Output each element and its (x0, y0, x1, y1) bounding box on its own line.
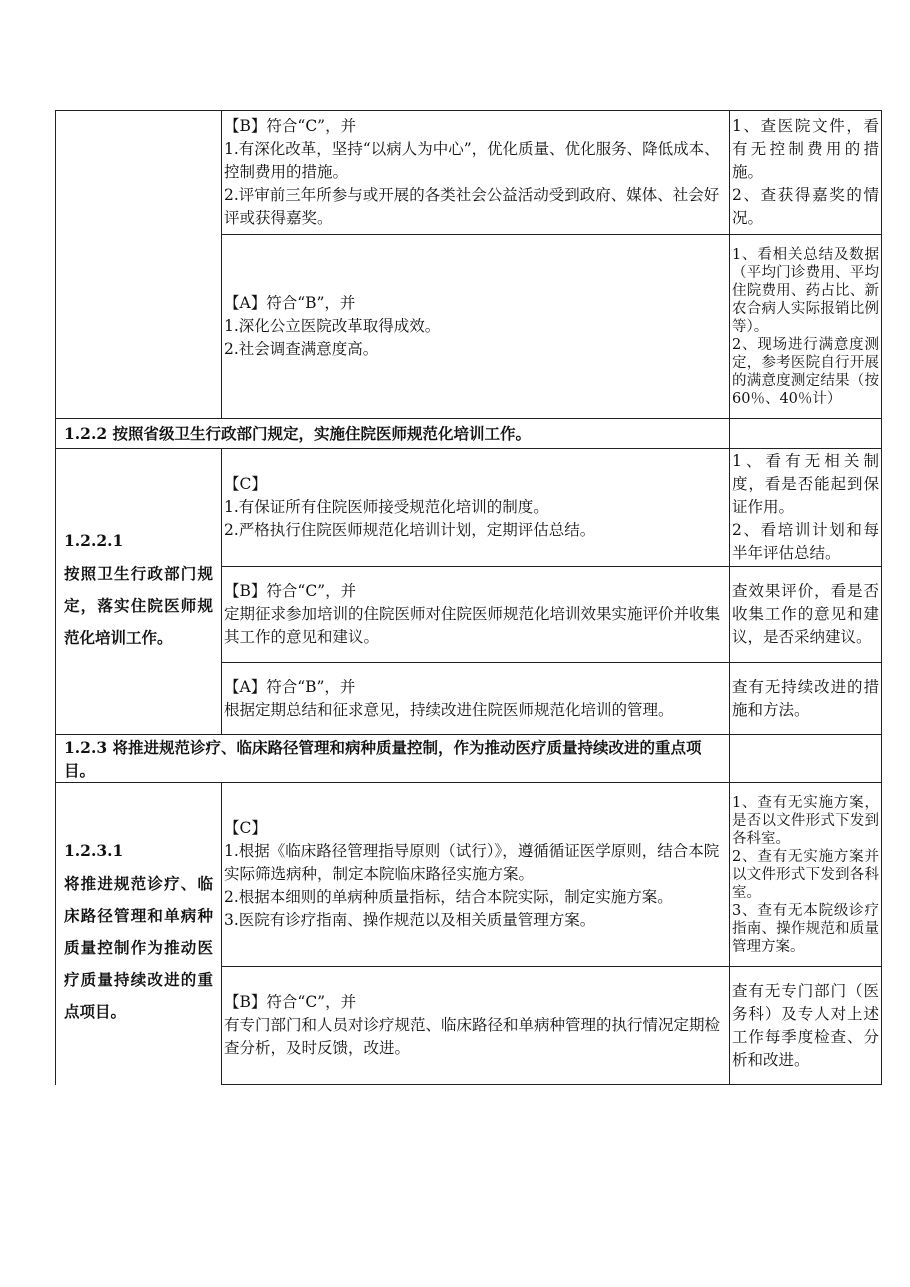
level-heading: 【C】 (224, 475, 267, 493)
table-row (56, 449, 882, 567)
level-heading: 【B】符合“C”，并 (224, 117, 357, 135)
check-item: 1、看有无相关制度，看是否能起到保证作用。 (732, 452, 879, 516)
check-method-cell (730, 567, 882, 663)
item-code: 1.2.2.1 (64, 531, 124, 550)
standard-item: 2.严格执行住院医师规范化培训计划，定期评估总结。 (224, 521, 596, 539)
standard-cell (222, 235, 730, 419)
section-heading: 1.2.3 将推进规范诊疗、临床路径管理和病种质量控制，作为推动医疗质量持续改进的重点项目。 (56, 735, 730, 783)
standard-item: 根据定期总结和征求意见，持续改进住院医师规范化培训的管理。 (224, 700, 674, 719)
level-heading: 【A】符合“B”，并 (224, 294, 356, 312)
standard-item: 定期征求参加培训的住院医师对住院医师规范化培训效果实施评价并收集其工作的意见和建议。 (224, 605, 721, 646)
check-item: 1、查有无实施方案，是否以文件形式下发到各科室。 (732, 794, 879, 847)
standard-cell (222, 967, 730, 1085)
standard-item: 1.有深化改革，坚持“以病人为中心”，优化质量、优化服务、降低成本、控制费用的措施。 (224, 140, 720, 181)
standard-cell (222, 783, 730, 967)
check-method-cell (730, 235, 882, 419)
section-row (56, 735, 882, 783)
empty-cell (730, 419, 882, 449)
level-heading: 【C】 (224, 819, 267, 837)
check-method-cell (730, 967, 882, 1085)
standard-cell (222, 111, 730, 235)
standard-item: 1.根据《临床路径管理指导原则（试行）》，遵循循证医学原则，结合本院实际筛选病种，制定本院临床路径实施方案。 (224, 842, 720, 883)
level-heading: 【A】符合“B”，并 (224, 677, 356, 696)
check-item: 3、查有无本院级诊疗指南、操作规范和质量管理方案。 (732, 902, 879, 955)
check-item: 查有无持续改进的措施和方法。 (732, 677, 879, 719)
check-item: 2、查获得嘉奖的情况。 (732, 186, 879, 227)
standard-item: 1.有保证所有住院医师接受规范化培训的制度。 (224, 498, 549, 516)
level-heading: 【B】符合“C”，并 (224, 993, 357, 1011)
check-method-cell (730, 449, 882, 567)
check-item: 查效果评价，看是否收集工作的意见和建议，是否采纳建议。 (732, 582, 879, 646)
item-cell (56, 449, 222, 735)
standard-item: 3.医院有诊疗指南、操作规范以及相关质量管理方案。 (224, 911, 596, 929)
standard-item: 1.深化公立医院改革取得成效。 (224, 317, 441, 335)
standard-item: 2.评审前三年所参与或开展的各类社会公益活动受到政府、媒体、社会好评或获得嘉奖。 (224, 186, 720, 227)
section-heading: 1.2.2 按照省级卫生行政部门规定，实施住院医师规范化培训工作。 (56, 419, 730, 449)
item-title: 按照卫生行政部门规定，落实住院医师规范化培训工作。 (64, 564, 213, 647)
check-method-cell (730, 663, 882, 735)
check-method-cell (730, 111, 882, 235)
table-row (56, 111, 882, 235)
standard-cell (222, 449, 730, 567)
check-item: 2、现场进行满意度测定，参考医院自行开展的满意度测定结果（按60％、40％计） (732, 336, 879, 407)
item-code: 1.2.3.1 (64, 841, 124, 861)
standard-item: 2.社会调查满意度高。 (224, 340, 379, 358)
check-item: 查有无专门部门（医务科）及专人对上述工作每季度检查、分析和改进。 (732, 981, 879, 1069)
item-title: 将推进规范诊疗、临床路径管理和单病种质量控制作为推动医疗质量持续改进的重点项目。 (64, 874, 213, 1022)
standard-item: 有专门部门和人员对诊疗规范、临床路径和单病种管理的执行情况定期检查分析，及时反馈，改进。 (224, 1016, 721, 1057)
empty-item-cell (56, 111, 222, 419)
table-row (56, 783, 882, 967)
standards-table (55, 110, 882, 1085)
check-item: 1、查医院文件，看有无控制费用的措施。 (732, 117, 879, 181)
standard-item: 2.根据本细则的单病种质量指标，结合本院实际，制定实施方案。 (224, 888, 673, 906)
check-item: 2、看培训计划和每半年评估总结。 (732, 521, 879, 562)
check-item: 2、查有无实施方案并以文件形式下发到各科室。 (732, 848, 879, 901)
check-item: 1、看相关总结及数据（平均门诊费用、平均住院费用、药占比、新农合病人实际报销比例等）。 (732, 246, 879, 335)
check-method-cell (730, 783, 882, 967)
section-row (56, 419, 882, 449)
item-cell (56, 783, 222, 1085)
empty-cell (730, 735, 882, 783)
standard-cell (222, 663, 730, 735)
standard-cell (222, 567, 730, 663)
level-heading: 【B】符合“C”，并 (224, 582, 357, 600)
